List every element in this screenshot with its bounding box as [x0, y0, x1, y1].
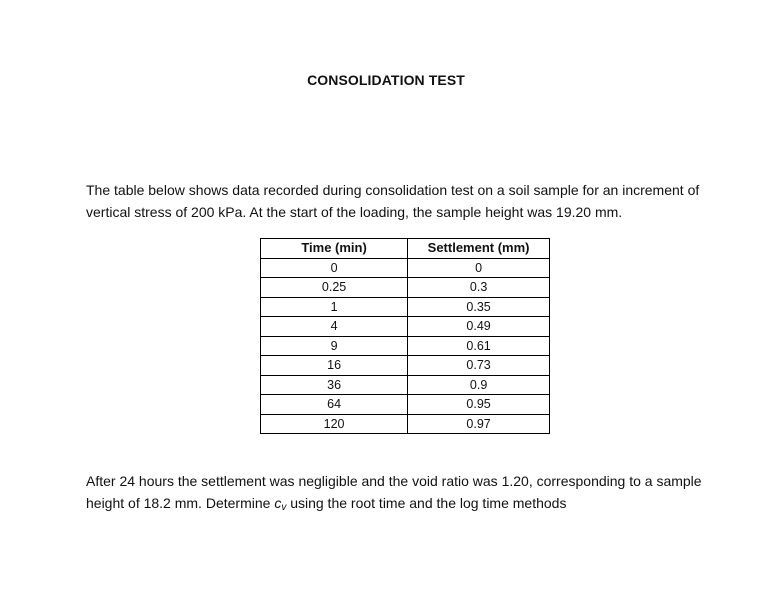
- table-row: [261, 375, 550, 395]
- time-cell: 1: [261, 297, 408, 317]
- settlement-cell: 0.61: [408, 336, 550, 356]
- settlement-cell: 0.49: [408, 317, 550, 337]
- consolidation-data-table: [260, 238, 550, 434]
- settlement-cell: 0.97: [408, 414, 550, 434]
- table-row: [261, 278, 550, 298]
- cv-symbol-base: c: [274, 495, 282, 511]
- time-cell: 0.25: [261, 278, 408, 298]
- question-text-after: using the root time and the log time methods: [286, 495, 567, 511]
- table-row: [261, 395, 550, 415]
- question-paragraph: [86, 470, 736, 519]
- question-text-before: After 24 hours the settlement was negligible and the void ratio was 1.20, corresponding to a sample height of 18.2 mm. Determine: [86, 473, 702, 511]
- intro-paragraph: The table below shows data recorded during consolidation test on a soil sample for an increment of vertical stress of 200 kPa. At the start of the loading, the sample height was 19.20 mm.: [86, 182, 700, 220]
- table-row: [261, 336, 550, 356]
- table-row: [261, 297, 550, 317]
- settlement-cell: 0.95: [408, 395, 550, 415]
- time-cell: 36: [261, 375, 408, 395]
- header-settlement: Settlement (mm): [408, 239, 550, 259]
- settlement-cell: 0: [408, 258, 550, 278]
- settlement-cell: 0.35: [408, 297, 550, 317]
- settlement-cell: 0.9: [408, 375, 550, 395]
- time-cell: 9: [261, 336, 408, 356]
- cv-symbol: [274, 495, 286, 511]
- time-cell: 0: [261, 258, 408, 278]
- table-header-row: [261, 239, 550, 259]
- table-row: [261, 414, 550, 434]
- time-cell: 64: [261, 395, 408, 415]
- time-cell: 16: [261, 356, 408, 376]
- cv-symbol-subscript: v: [281, 502, 287, 513]
- time-cell: 120: [261, 414, 408, 434]
- table-row: [261, 317, 550, 337]
- table-row: [261, 258, 550, 278]
- header-time: Time (min): [261, 239, 408, 259]
- time-cell: 4: [261, 317, 408, 337]
- table-row: [261, 356, 550, 376]
- settlement-cell: 0.73: [408, 356, 550, 376]
- settlement-cell: 0.3: [408, 278, 550, 298]
- page-title: CONSOLIDATION TEST: [307, 72, 465, 88]
